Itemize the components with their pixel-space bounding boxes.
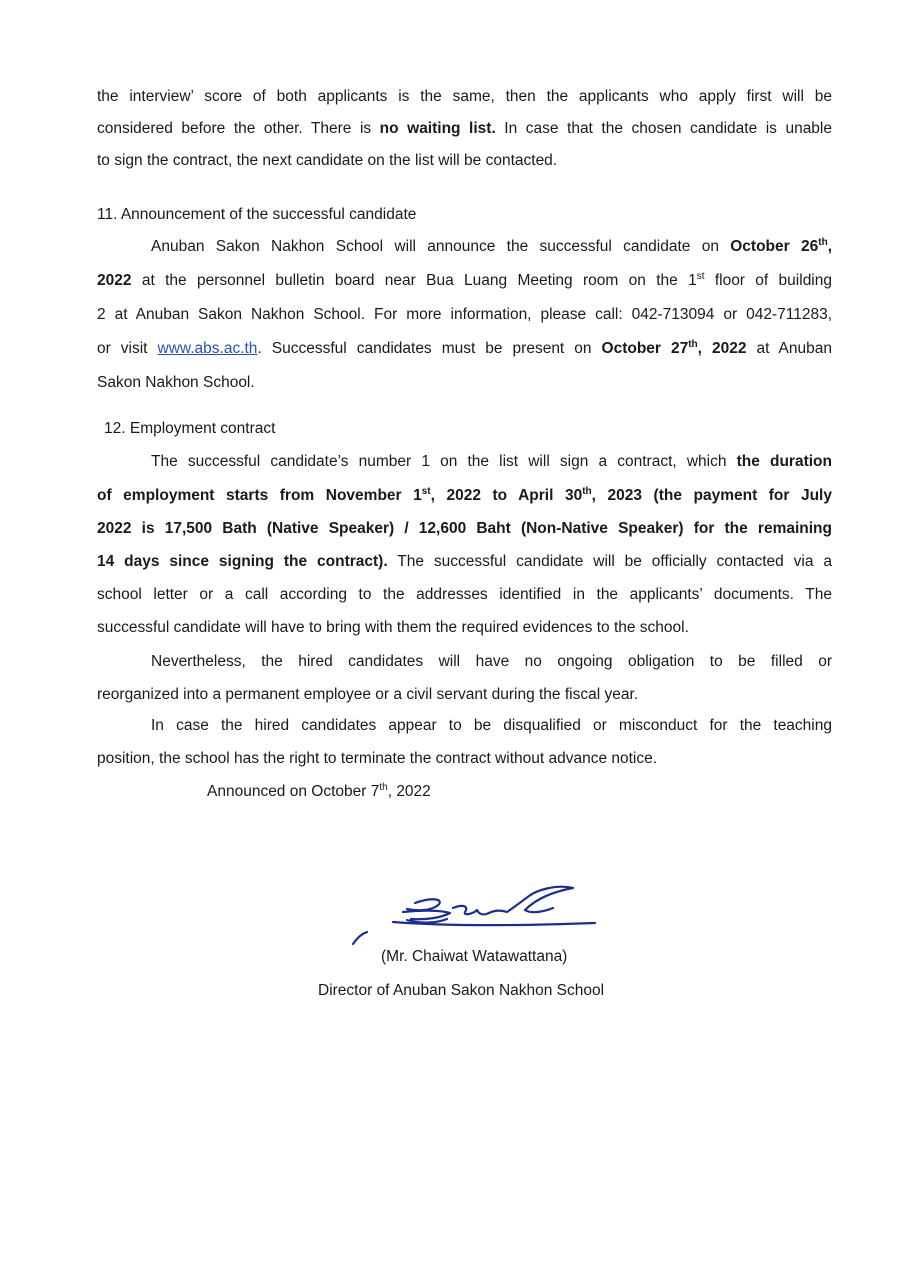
section-12-termination-line-1: In case the hired candidates appear to be disqualified or misconduct for the teaching (151, 717, 832, 734)
signatory-title: Director of Anuban Sakon Nakhon School (318, 982, 605, 999)
section-12-line-1: The successful candidate’s number 1 on the list will sign a contract, which the duration (151, 453, 832, 470)
director-signature (345, 878, 605, 958)
section-12-line-6: successful candidate will have to bring with them the required evidences to the school. (97, 619, 689, 636)
intro-line-2: considered before the other. There is no waiting list. In case that the chosen candidate is unable (97, 120, 832, 137)
section-12-heading: 12. Employment contract (104, 420, 276, 437)
section-12-line-5: school letter or a call according to the addresses identified in the applicants’ documents. The (97, 586, 832, 603)
section-12-nevertheless-line-1: Nevertheless, the hired candidates will have no ongoing obligation to be filled or (151, 653, 832, 670)
section-11-heading: 11. Announcement of the successful candidate (97, 206, 417, 223)
intro-line-3: to sign the contract, the next candidate on the list will be contacted. (97, 152, 558, 169)
section-11-line-2: 2022 at the personnel bulletin board near Bua Luang Meeting room on the 1st floor of building (97, 271, 832, 289)
announcement-date: Announced on October 7th, 2022 (207, 782, 431, 800)
section-12-line-3: 2022 is 17,500 Bath (Native Speaker) / 12,600 Baht (Non-Native Speaker) for the remaining (97, 520, 832, 537)
section-12-line-4: 14 days since signing the contract). The successful candidate will be officially contacted via a (97, 553, 832, 570)
section-11-line-3: 2 at Anuban Sakon Nakhon School. For more information, please call: 042-713094 or 042-711283, (97, 306, 832, 323)
school-website-link[interactable]: www.abs.ac.th (157, 340, 258, 357)
section-11-line-4: or visit www.abs.ac.th. Successful candidates must be present on October 27th, 2022 at Anuban (97, 339, 832, 357)
section-12-nevertheless-line-2: reorganized into a permanent employee or a civil servant during the fiscal year. (97, 686, 639, 703)
signatory-name: (Mr. Chaiwat Watawattana) (381, 948, 568, 965)
section-12-line-2: of employment starts from November 1st, 2022 to April 30th, 2023 (the payment for July (97, 486, 832, 504)
section-11-line-5: Sakon Nakhon School. (97, 374, 255, 391)
section-11-line-1: Anuban Sakon Nakhon School will announce the successful candidate on October 26th, (151, 237, 832, 255)
intro-line-1: the interview’ score of both applicants is the same, then the applicants who apply first will be (97, 88, 832, 105)
section-12-termination-line-2: position, the school has the right to terminate the contract without advance notice. (97, 750, 658, 767)
no-waiting-list-emphasis: no waiting list. (379, 120, 496, 137)
